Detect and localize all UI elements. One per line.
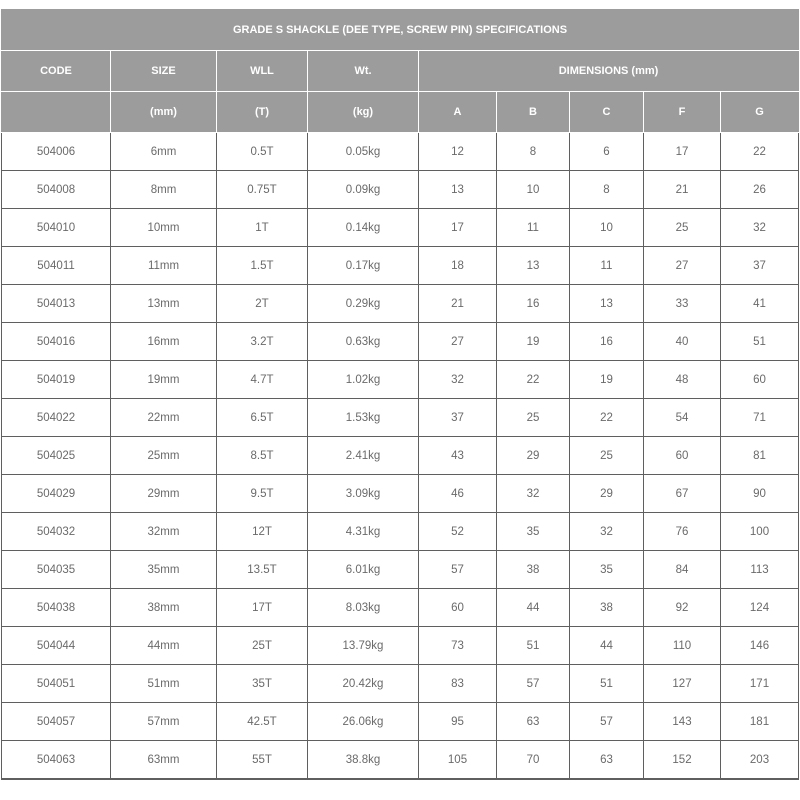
dim-b-cell: 38 — [497, 551, 570, 589]
dim-c-cell: 11 — [570, 247, 644, 285]
weight-cell: 38.8kg — [308, 741, 419, 780]
dim-f-cell: 67 — [644, 475, 721, 513]
dim-b-cell: 63 — [497, 703, 570, 741]
wll-cell: 9.5T — [217, 475, 308, 513]
code-cell: 504013 — [2, 285, 111, 323]
size-cell: 38mm — [111, 589, 217, 627]
table-row — [2, 551, 799, 589]
dim-g-cell: 90 — [721, 475, 799, 513]
dim-f-cell: 27 — [644, 247, 721, 285]
dim-g-cell: 203 — [721, 741, 799, 780]
dim-a-cell: 73 — [419, 627, 497, 665]
dim-c-cell: 13 — [570, 285, 644, 323]
weight-cell: 13.79kg — [308, 627, 419, 665]
size-cell: 44mm — [111, 627, 217, 665]
dim-c-cell: 19 — [570, 361, 644, 399]
dim-c-cell: 51 — [570, 665, 644, 703]
weight-cell: 0.63kg — [308, 323, 419, 361]
weight-cell: 8.03kg — [308, 589, 419, 627]
size-cell: 57mm — [111, 703, 217, 741]
dim-b-cell: 16 — [497, 285, 570, 323]
table-row — [2, 665, 799, 703]
dim-b-cell: 70 — [497, 741, 570, 780]
dim-c-cell: 6 — [570, 133, 644, 171]
table-row — [2, 209, 799, 247]
table-row — [2, 475, 799, 513]
dim-g-cell: 100 — [721, 513, 799, 551]
size-cell: 6mm — [111, 133, 217, 171]
size-cell: 35mm — [111, 551, 217, 589]
dim-a-cell: 18 — [419, 247, 497, 285]
code-cell: 504029 — [2, 475, 111, 513]
dim-g-cell: 113 — [721, 551, 799, 589]
wll-cell: 55T — [217, 741, 308, 780]
dimension-c-header: C — [570, 92, 644, 133]
size-cell: 22mm — [111, 399, 217, 437]
dim-b-cell: 44 — [497, 589, 570, 627]
dim-b-cell: 11 — [497, 209, 570, 247]
shackle-spec-table — [1, 9, 799, 780]
code-cell: 504008 — [2, 171, 111, 209]
dim-f-cell: 60 — [644, 437, 721, 475]
wll-cell: 17T — [217, 589, 308, 627]
code-cell: 504011 — [2, 247, 111, 285]
dim-c-cell: 63 — [570, 741, 644, 780]
header-size: SIZE — [111, 51, 217, 92]
dimension-b-header: B — [497, 92, 570, 133]
dim-a-cell: 95 — [419, 703, 497, 741]
dim-c-cell: 38 — [570, 589, 644, 627]
unit-wt: (kg) — [308, 92, 419, 133]
dim-a-cell: 12 — [419, 133, 497, 171]
dim-f-cell: 40 — [644, 323, 721, 361]
size-cell: 32mm — [111, 513, 217, 551]
dim-g-cell: 32 — [721, 209, 799, 247]
dim-g-cell: 51 — [721, 323, 799, 361]
size-cell: 8mm — [111, 171, 217, 209]
dim-g-cell: 41 — [721, 285, 799, 323]
weight-cell: 0.09kg — [308, 171, 419, 209]
weight-cell: 26.06kg — [308, 703, 419, 741]
size-cell: 63mm — [111, 741, 217, 780]
dim-a-cell: 37 — [419, 399, 497, 437]
dim-b-cell: 10 — [497, 171, 570, 209]
code-cell: 504038 — [2, 589, 111, 627]
dimension-g-header: G — [721, 92, 799, 133]
wll-cell: 35T — [217, 665, 308, 703]
dim-f-cell: 84 — [644, 551, 721, 589]
dim-c-cell: 16 — [570, 323, 644, 361]
table-row — [2, 247, 799, 285]
weight-cell: 0.29kg — [308, 285, 419, 323]
unit-code — [2, 92, 111, 133]
dim-a-cell: 32 — [419, 361, 497, 399]
dim-g-cell: 22 — [721, 133, 799, 171]
dim-c-cell: 25 — [570, 437, 644, 475]
weight-cell: 3.09kg — [308, 475, 419, 513]
header-wt: Wt. — [308, 51, 419, 92]
wll-cell: 4.7T — [217, 361, 308, 399]
unit-wll: (T) — [217, 92, 308, 133]
weight-cell: 1.53kg — [308, 399, 419, 437]
dim-b-cell: 35 — [497, 513, 570, 551]
dim-g-cell: 146 — [721, 627, 799, 665]
dim-b-cell: 13 — [497, 247, 570, 285]
wll-cell: 2T — [217, 285, 308, 323]
table-title: GRADE S SHACKLE (DEE TYPE, SCREW PIN) SPECIFICATIONS — [2, 10, 799, 51]
dim-b-cell: 32 — [497, 475, 570, 513]
wll-cell: 12T — [217, 513, 308, 551]
dim-f-cell: 143 — [644, 703, 721, 741]
size-cell: 10mm — [111, 209, 217, 247]
dim-c-cell: 10 — [570, 209, 644, 247]
table-row — [2, 703, 799, 741]
weight-cell: 0.05kg — [308, 133, 419, 171]
dim-f-cell: 21 — [644, 171, 721, 209]
dim-a-cell: 46 — [419, 475, 497, 513]
code-cell: 504063 — [2, 741, 111, 780]
dim-a-cell: 60 — [419, 589, 497, 627]
dim-f-cell: 25 — [644, 209, 721, 247]
size-cell: 13mm — [111, 285, 217, 323]
table-row — [2, 285, 799, 323]
size-cell: 29mm — [111, 475, 217, 513]
weight-cell: 6.01kg — [308, 551, 419, 589]
table-row — [2, 513, 799, 551]
code-cell: 504032 — [2, 513, 111, 551]
table-row — [2, 133, 799, 171]
dim-c-cell: 57 — [570, 703, 644, 741]
dim-g-cell: 181 — [721, 703, 799, 741]
dim-b-cell: 19 — [497, 323, 570, 361]
dim-f-cell: 17 — [644, 133, 721, 171]
code-cell: 504044 — [2, 627, 111, 665]
dim-g-cell: 60 — [721, 361, 799, 399]
dim-g-cell: 26 — [721, 171, 799, 209]
dim-f-cell: 152 — [644, 741, 721, 780]
code-cell: 504057 — [2, 703, 111, 741]
wll-cell: 0.5T — [217, 133, 308, 171]
weight-cell: 1.02kg — [308, 361, 419, 399]
dim-a-cell: 27 — [419, 323, 497, 361]
dim-a-cell: 13 — [419, 171, 497, 209]
code-cell: 504016 — [2, 323, 111, 361]
size-cell: 19mm — [111, 361, 217, 399]
wll-cell: 42.5T — [217, 703, 308, 741]
dim-c-cell: 29 — [570, 475, 644, 513]
wll-cell: 13.5T — [217, 551, 308, 589]
table-row — [2, 171, 799, 209]
code-cell: 504006 — [2, 133, 111, 171]
table-row — [2, 399, 799, 437]
dim-b-cell: 57 — [497, 665, 570, 703]
wll-cell: 1T — [217, 209, 308, 247]
dim-c-cell: 22 — [570, 399, 644, 437]
dim-g-cell: 37 — [721, 247, 799, 285]
wll-cell: 3.2T — [217, 323, 308, 361]
wll-cell: 25T — [217, 627, 308, 665]
table-row — [2, 589, 799, 627]
weight-cell: 4.31kg — [308, 513, 419, 551]
wll-cell: 8.5T — [217, 437, 308, 475]
weight-cell: 2.41kg — [308, 437, 419, 475]
code-cell: 504019 — [2, 361, 111, 399]
dim-f-cell: 33 — [644, 285, 721, 323]
dim-a-cell: 17 — [419, 209, 497, 247]
dim-a-cell: 105 — [419, 741, 497, 780]
code-cell: 504051 — [2, 665, 111, 703]
dim-a-cell: 43 — [419, 437, 497, 475]
dim-b-cell: 8 — [497, 133, 570, 171]
table-row — [2, 741, 799, 780]
size-cell: 16mm — [111, 323, 217, 361]
dim-c-cell: 8 — [570, 171, 644, 209]
dim-a-cell: 52 — [419, 513, 497, 551]
code-cell: 504010 — [2, 209, 111, 247]
dim-f-cell: 54 — [644, 399, 721, 437]
dim-b-cell: 29 — [497, 437, 570, 475]
header-code: CODE — [2, 51, 111, 92]
header-wll: WLL — [217, 51, 308, 92]
header-dimensions: DIMENSIONS (mm) — [419, 51, 799, 92]
dim-b-cell: 51 — [497, 627, 570, 665]
table-row — [2, 437, 799, 475]
dim-b-cell: 25 — [497, 399, 570, 437]
dim-c-cell: 35 — [570, 551, 644, 589]
weight-cell: 0.17kg — [308, 247, 419, 285]
dim-c-cell: 32 — [570, 513, 644, 551]
dim-g-cell: 124 — [721, 589, 799, 627]
size-cell: 11mm — [111, 247, 217, 285]
dim-c-cell: 44 — [570, 627, 644, 665]
size-cell: 25mm — [111, 437, 217, 475]
dim-g-cell: 171 — [721, 665, 799, 703]
weight-cell: 0.14kg — [308, 209, 419, 247]
dim-f-cell: 110 — [644, 627, 721, 665]
dim-f-cell: 92 — [644, 589, 721, 627]
weight-cell: 20.42kg — [308, 665, 419, 703]
dim-g-cell: 81 — [721, 437, 799, 475]
code-cell: 504022 — [2, 399, 111, 437]
dim-b-cell: 22 — [497, 361, 570, 399]
unit-size: (mm) — [111, 92, 217, 133]
code-cell: 504035 — [2, 551, 111, 589]
table-row — [2, 323, 799, 361]
dim-a-cell: 83 — [419, 665, 497, 703]
table-body — [2, 133, 799, 780]
dim-f-cell: 48 — [644, 361, 721, 399]
wll-cell: 6.5T — [217, 399, 308, 437]
dim-a-cell: 21 — [419, 285, 497, 323]
wll-cell: 1.5T — [217, 247, 308, 285]
code-cell: 504025 — [2, 437, 111, 475]
dim-g-cell: 71 — [721, 399, 799, 437]
dim-f-cell: 76 — [644, 513, 721, 551]
table-row — [2, 361, 799, 399]
table-row — [2, 627, 799, 665]
dimension-a-header: A — [419, 92, 497, 133]
size-cell: 51mm — [111, 665, 217, 703]
wll-cell: 0.75T — [217, 171, 308, 209]
dim-a-cell: 57 — [419, 551, 497, 589]
dimension-f-header: F — [644, 92, 721, 133]
dim-f-cell: 127 — [644, 665, 721, 703]
